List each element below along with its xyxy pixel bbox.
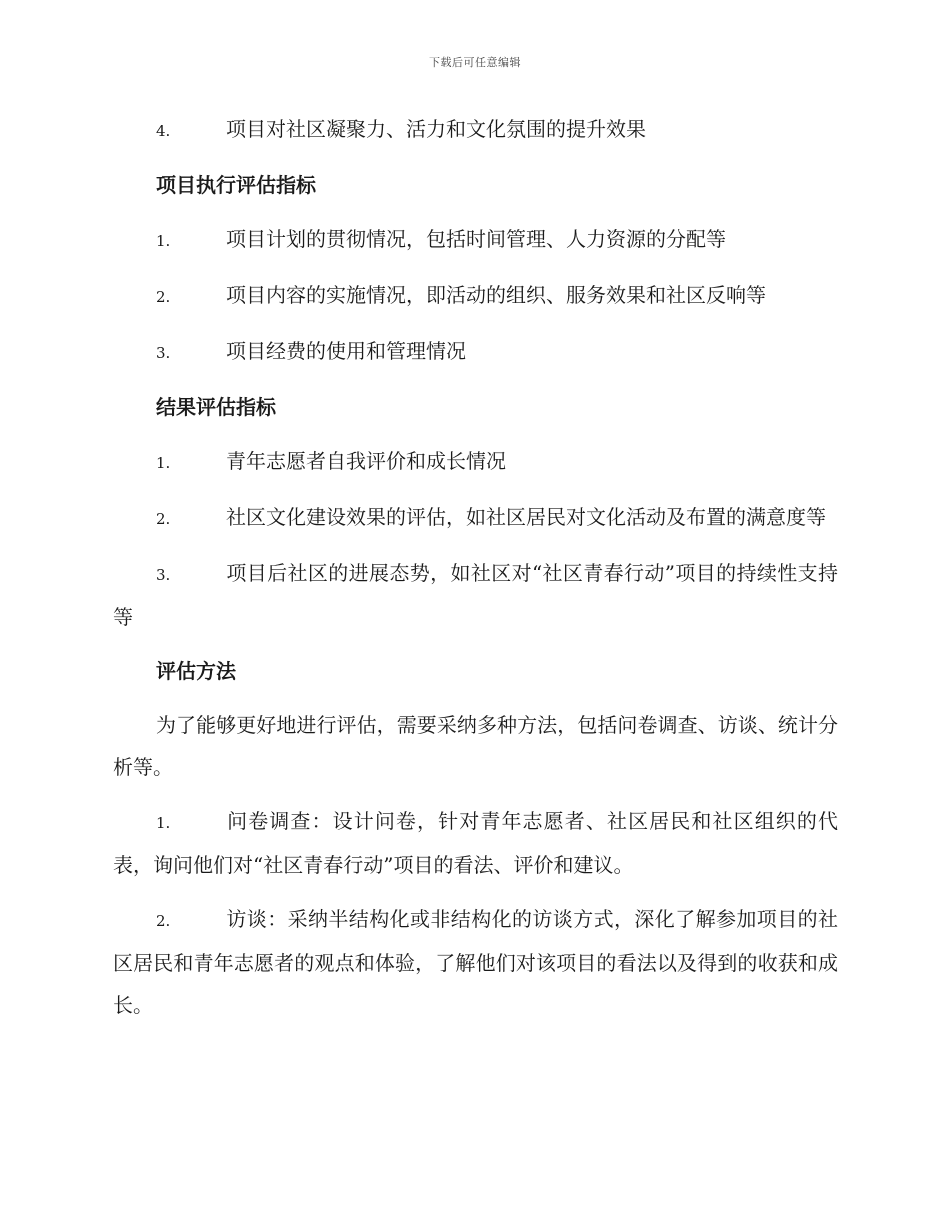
list-text: 项目对社区凝聚力、活力和文化氛围的提升效果 xyxy=(226,117,646,141)
list-item xyxy=(113,218,838,262)
list-number: 3. xyxy=(156,344,171,362)
document-body xyxy=(113,108,838,1038)
list-item xyxy=(113,274,838,318)
list-text: 青年志愿者自我评价和成长情况 xyxy=(226,449,506,473)
body-paragraph: 为了能够更好地进行评估，需要采纳多种方法，包括问卷调查、访谈、统计分析等。 xyxy=(113,713,838,779)
section-heading: 结果评估指标 xyxy=(156,395,276,419)
list-text: 项目后社区的进展态势，如社区对“社区青春行动”项目的持续性支持等 xyxy=(113,561,838,629)
list-number: 1. xyxy=(156,814,171,832)
list-text: 项目内容的实施情况，即活动的组织、服务效果和社区反响等 xyxy=(226,283,766,307)
list-text: 项目计划的贯彻情况，包括时间管理、人力资源的分配等 xyxy=(226,227,726,251)
list-number: 2. xyxy=(156,510,171,528)
list-text: 社区文化建设效果的评估，如社区居民对文化活动及布置的满意度等 xyxy=(226,505,826,529)
list-number: 4. xyxy=(156,122,171,140)
section-heading: 项目执行评估指标 xyxy=(156,173,316,197)
section-heading: 评估方法 xyxy=(156,659,236,683)
list-item xyxy=(113,496,838,540)
list-item xyxy=(113,330,838,374)
list-number: 1. xyxy=(156,232,171,250)
list-item xyxy=(113,108,838,152)
list-number: 1. xyxy=(156,454,171,472)
list-number: 3. xyxy=(156,566,171,584)
list-text: 项目经费的使用和管理情况 xyxy=(226,339,466,363)
list-item xyxy=(113,440,838,484)
list-item xyxy=(113,552,838,638)
page-header: 下载后可任意编辑 xyxy=(429,56,521,69)
list-number: 2. xyxy=(156,288,171,306)
list-number: 2. xyxy=(156,912,171,930)
list-text: 访谈：采纳半结构化或非结构化的访谈方式，深化了解参加项目的社区居民和青年志愿者的观点和体验，了解他们对该项目的看法以及得到的收获和成长。 xyxy=(113,907,838,1017)
list-text: 问卷调查：设计问卷，针对青年志愿者、社区居民和社区组织的代表，询问他们对“社区青春行动”项目的看法、评价和建议。 xyxy=(113,809,838,877)
list-item xyxy=(113,800,838,886)
list-item xyxy=(113,898,838,1026)
